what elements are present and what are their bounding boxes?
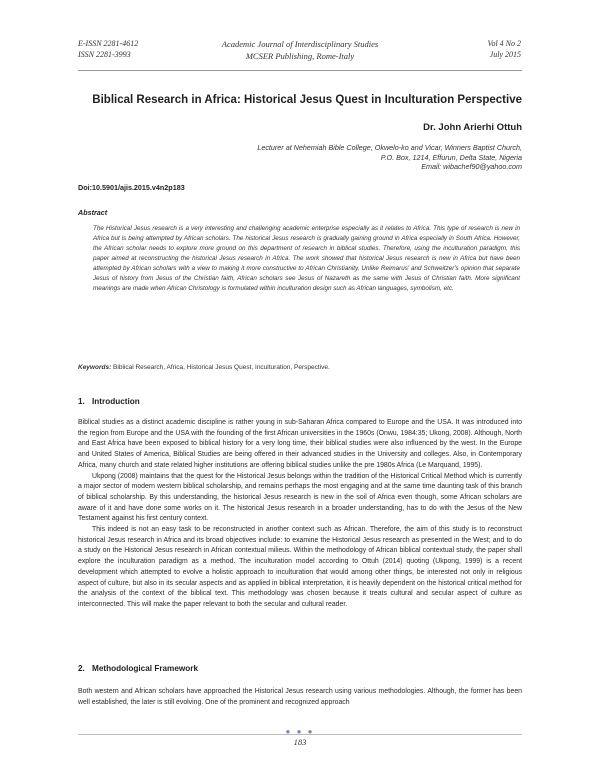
footer-dots: ● ● ● [285, 727, 315, 736]
header-journal-name: Academic Journal of Interdisciplinary Studies [221, 39, 379, 49]
introduction-body [78, 418, 522, 611]
paper-doi: Doi:10.5901/ajis.2015.v4n2p183 [78, 183, 185, 192]
paper-author: Dr. John Arierhi Ottuh [423, 122, 522, 133]
header-volume: Vol 4 No 2 [487, 39, 521, 48]
affiliation-line-2: P.O. Box, 1214, Effurun, Delta State, Nigeria [380, 152, 522, 162]
section-title: Methodological Framework [92, 664, 198, 673]
header-issue-block [487, 38, 521, 60]
header-publisher: MCSER Publishing, Rome-Italy [245, 51, 355, 61]
abstract-text: The Historical Jesus research is a very interesting and challenging academic enterprise especially as it relates to Africa. This type of research is new in Africa but is being attempted by African scholars. The historical Jesus research is gradually gaining ground in Africa especially in South Africa. However, the African scholar needs to explore more ground on this department of research in biblical studies. Therefore, using the inculturation paradigm, this paper aimed at reconstructing the historical Jesus research in Africa. The work showed that historical Jesus research is new in Africa but have been attempted by African scholars with a view to making it more constructive to African Christianity. Unlike Reimarus' and Schweitzer's opinion that separate Jesus of history from Jesus of the Christian faith, African scholars see Jesus of Nazareth as the same with Jesus of Christian faith. More significant meanings are made when African Christology is formulated within inculturation design such as African languages, symbolism, etc. [93, 225, 520, 292]
header-divider [78, 70, 522, 71]
footer-divider [78, 734, 522, 735]
author-affiliation [257, 143, 522, 172]
page-number: 183 [293, 737, 307, 747]
paragraph: Biblical studies as a distinct academic discipline is rather young in sub-Saharan Africa compared to Europe and the USA. It was introduced into the region from Europe and the USA with the founding of the first African universities in the 1960s (Onwu, 1984:35; Ukong, 2008). Although, North and East Africa have been exposed to biblical history for a very long time, their biblical studies were also influenced by the west. In the Europe and United States of America, Biblical Studies are being offered in their advanced studies in the University and colleges. Also, in Contemporary Africa, many church and state related higher institutions are offering biblical studies unlike the pre 1980s Africa (Le Marquand, 1995). [78, 419, 522, 469]
section-title: Introduction [92, 397, 140, 406]
affiliation-line-1: Lecturer at Nehemiah Bible College, Okwelo-ko and Vicar, Winners Baptist Church, [257, 143, 522, 152]
section-heading-introduction [78, 397, 140, 406]
header-date: July 2015 [489, 50, 521, 59]
keywords-text: Biblical Research, Africa, Historical Jesus Quest, Inculturation, Perspective. [113, 364, 330, 371]
header-eissn: E-ISSN 2281-4612 [78, 39, 139, 48]
paragraph: Both western and African scholars have approached the Historical Jesus research using various methodologies. Although, the former has been well established, the later is still evolving. One of the prominent and recognized approach [78, 688, 522, 706]
keywords-line [78, 363, 522, 373]
section-number: 2. [78, 664, 85, 673]
header-issn: ISSN 2281-3993 [78, 50, 131, 59]
paragraph: Ukpong (2008) maintains that the quest for the Historical Jesus belongs within the tradition of the Historical Critical Method which is currently a major sector of modern western biblical scholarship, and remains perhaps the most engaging and at the same time daunting task of this branch of biblical scholarship. By this understanding, the historical Jesus research is new in the soil of Africa even though, some African scholars are aware of it and have done some works on it. The historical Jesus research in a broader understanding, has to do with the Jesus of the New Testament against his first century context. [78, 472, 522, 523]
section-number: 1. [78, 397, 85, 406]
paper-title: Biblical Research in Africa: Historical Jesus Quest in Inculturation Perspective [92, 94, 522, 106]
author-email: Email: wibachef90@yahoo.com [421, 162, 522, 171]
section-heading-methodological-framework [78, 664, 198, 673]
methodology-body [78, 687, 522, 708]
abstract-heading: Abstract [78, 208, 108, 217]
keywords-label: Keywords: [78, 364, 112, 371]
paragraph: This indeed is not an easy task to be reconstructed in another context such as African. Therefore, the aim of this study is to reconstruct historical Jesus research in Africa and its broad objectives include: to examine the Historical Jesus research as presented in the West; and to do a study on the Historical Jesus research in African contextual milieus. Within the methodology of African biblical contextual study, the paper shall explore the inculturation paradigm as a method. The inculturation model according to Ottuh (2014) quoting (Ukpong, 1999) is a recent development which attempted to evolve a holistic approach to inculturation that would among other things, be interested not only in religious aspect of culture, but also in its secular aspects and as applied in biblical interpretation, it is heavily dependent on the historical critical method for the analysis of the context of the biblical text. This methodology was chosen because it treats cultural and secular aspect of culture as interconnected. This will make the paper relevant to both the secular and cultural reader. [78, 526, 522, 608]
